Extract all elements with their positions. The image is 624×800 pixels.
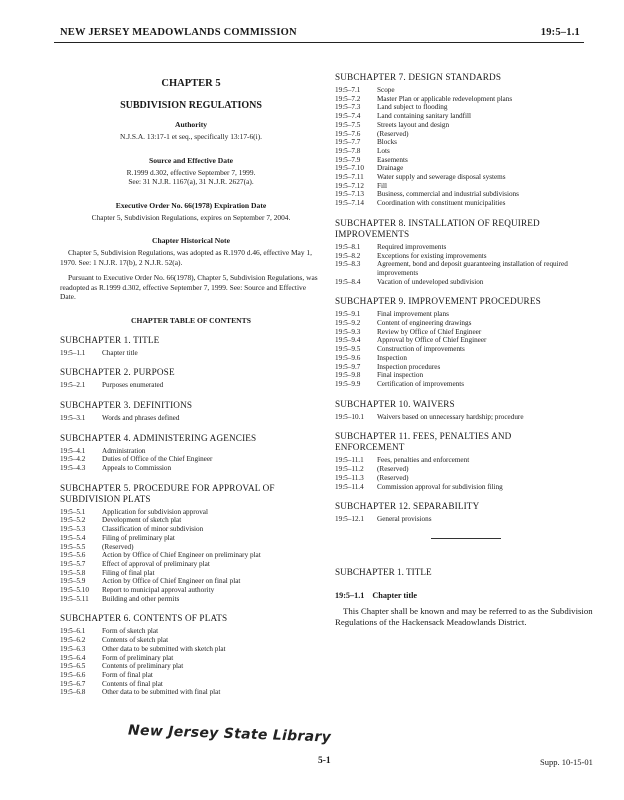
toc-subchapter xyxy=(60,433,322,473)
left-column xyxy=(60,66,322,697)
toc-entry[interactable] xyxy=(335,380,597,389)
toc-entry[interactable] xyxy=(335,456,597,465)
section-number: 19:5–10.1 xyxy=(335,412,364,421)
section-number: 19:5–9.8 xyxy=(335,371,361,380)
body-section-title: Chapter title xyxy=(372,590,418,600)
section-number: 19:5–7.9 xyxy=(335,155,361,164)
section-title: Scope xyxy=(377,86,395,94)
section-title: Final improvement plans xyxy=(377,310,449,319)
toc-entry[interactable] xyxy=(335,328,597,337)
body-paragraph: This Chapter shall be known and may be referred to as the Subdivision Regulations of the Hackensack Meadowlands District. xyxy=(335,605,593,627)
section-number: 19:5–7.8 xyxy=(335,146,361,155)
subchapter-heading: SUBCHAPTER 3. DEFINITIONS xyxy=(60,399,193,410)
toc-subchapter xyxy=(60,335,322,358)
toc-entry[interactable] xyxy=(335,121,597,130)
header-title: NEW JERSEY MEADOWLANDS COMMISSION xyxy=(60,27,297,38)
toc-entry[interactable] xyxy=(60,595,322,604)
section-number: 19:5–7.13 xyxy=(335,190,364,199)
toc-entry[interactable] xyxy=(60,534,322,543)
toc-entry[interactable] xyxy=(335,164,597,173)
section-title: Blocks xyxy=(377,138,397,147)
toc-entry[interactable] xyxy=(60,516,322,525)
toc-entry[interactable] xyxy=(60,671,322,680)
toc-entry[interactable] xyxy=(60,662,322,671)
toc-right-list xyxy=(335,72,597,524)
section-number: 19:5–7.11 xyxy=(335,173,364,182)
toc-entry[interactable] xyxy=(335,465,597,474)
toc-entry[interactable] xyxy=(60,414,322,423)
section-title: Final inspection xyxy=(377,371,424,380)
section-number: 19:5–7.2 xyxy=(335,94,361,103)
section-number: 19:5–11.1 xyxy=(335,456,364,465)
toc-entry[interactable] xyxy=(60,447,322,456)
toc-entry[interactable] xyxy=(60,349,322,358)
exec-order-text: Chapter 5, Subdivision Regulations, expires on September 7, 2004. xyxy=(91,212,291,222)
section-title: Review by Office of Chief Engineer xyxy=(377,327,482,336)
history-heading: Chapter Historical Note xyxy=(152,236,230,245)
section-number: 19:5–8.2 xyxy=(335,251,361,260)
toc-entry[interactable] xyxy=(60,525,322,534)
section-number: 19:5–5.11 xyxy=(60,594,89,603)
toc-entry[interactable] xyxy=(60,543,322,552)
body-subchapter-title: SUBCHAPTER 1. TITLE xyxy=(335,566,432,577)
section-title: Action by Office of Chief Engineer on preliminary plat xyxy=(102,551,261,560)
subchapter-heading: SUBCHAPTER 9. IMPROVEMENT PROCEDURES xyxy=(335,296,541,307)
body-section-number: 19:5–1.1 xyxy=(335,590,365,600)
section-title: Easements xyxy=(377,155,408,164)
toc-entry[interactable] xyxy=(335,354,597,363)
section-number: 19:5–6.8 xyxy=(60,688,86,697)
section-title: Building and other permits xyxy=(102,594,180,603)
section-list xyxy=(335,456,597,491)
section-number: 19:5–5.9 xyxy=(60,577,86,586)
section-number: 19:5–9.2 xyxy=(335,319,361,328)
section-number: 19:5–4.1 xyxy=(60,446,86,455)
section-number: 19:5–9.1 xyxy=(335,310,361,319)
section-number: 19:5–7.12 xyxy=(335,181,364,190)
section-title: Contents of sketch plat xyxy=(102,636,169,645)
section-title: Construction of improvements xyxy=(377,345,465,354)
section-title: Action by Office of Chief Engineer on final plat xyxy=(102,577,241,586)
section-list xyxy=(60,381,322,390)
section-number: 19:5–12.1 xyxy=(335,515,364,524)
subchapter-heading: SUBCHAPTER 4. ADMINISTERING AGENCIES xyxy=(60,432,257,443)
toc-entry[interactable] xyxy=(60,464,322,473)
section-list xyxy=(335,86,597,208)
section-title: Drainage xyxy=(377,164,404,173)
section-number: 19:5–3.1 xyxy=(60,413,86,422)
toc-entry[interactable] xyxy=(335,190,597,199)
toc-entry[interactable] xyxy=(335,156,597,165)
section-number: 19:5–9.4 xyxy=(335,336,361,345)
toc-subchapter xyxy=(335,501,597,524)
section-number: 19:5–6.7 xyxy=(60,679,86,688)
section-title: (Reserved) xyxy=(377,129,409,138)
toc-subchapter xyxy=(60,483,322,604)
section-number: 19:5–4.3 xyxy=(60,464,86,473)
running-header xyxy=(54,26,584,43)
section-number: 19:5–11.3 xyxy=(335,473,364,482)
toc-title: CHAPTER TABLE OF CONTENTS xyxy=(131,315,251,325)
toc-entry[interactable] xyxy=(60,577,322,586)
toc-entry[interactable] xyxy=(60,688,322,697)
section-title: Fees, penalties and enforcement xyxy=(377,456,470,465)
source-heading: Source and Effective Date xyxy=(148,155,233,165)
section-title: General provisions xyxy=(377,515,432,524)
toc-subchapter xyxy=(60,400,322,423)
section-title: Coordination with constituent municipalities xyxy=(377,199,506,208)
toc-entry[interactable] xyxy=(335,112,597,121)
section-number: 19:5–9.7 xyxy=(335,362,361,371)
section-title: Form of final plat xyxy=(102,670,153,679)
section-number: 19:5–5.5 xyxy=(60,542,86,551)
section-title: Exceptions for existing improvements xyxy=(377,251,487,260)
section-title: Required improvements xyxy=(377,242,447,251)
section-title: Approval by Office of Chief Engineer xyxy=(377,336,487,345)
toc-entry[interactable] xyxy=(60,680,322,689)
section-title: Development of sketch plat xyxy=(102,516,182,525)
toc-entry[interactable] xyxy=(335,483,597,492)
toc-subchapter xyxy=(335,399,597,422)
toc-entry[interactable] xyxy=(60,508,322,517)
toc-entry[interactable] xyxy=(335,336,597,345)
section-title: (Reserved) xyxy=(377,465,409,474)
section-number: 19:5–9.6 xyxy=(335,353,361,362)
section-number: 19:5–5.6 xyxy=(60,551,86,560)
section-title: Purposes enumerated xyxy=(102,381,164,390)
toc-subchapter xyxy=(335,218,597,287)
section-title: Administration xyxy=(102,446,146,455)
chapter-number: CHAPTER 5 xyxy=(161,78,221,89)
toc-entry[interactable] xyxy=(335,138,597,147)
section-title: Effect of approval of preliminary plat xyxy=(102,559,210,568)
section-title: Certification of improvements xyxy=(377,379,465,388)
toc-entry[interactable] xyxy=(60,560,322,569)
toc-entry[interactable] xyxy=(335,95,597,104)
toc-entry[interactable] xyxy=(335,243,597,252)
exec-order-heading: Executive Order No. 66(1978) Expiration Date xyxy=(115,200,267,210)
section-title: Fill xyxy=(377,181,387,190)
section-title: Chapter title xyxy=(102,348,138,357)
section-title: Waivers based on unnecessary hardship; procedure xyxy=(377,412,524,421)
section-title: Filing of final plat xyxy=(102,568,155,577)
section-divider xyxy=(431,538,501,539)
section-number: 19:5–5.4 xyxy=(60,533,86,542)
toc-entry[interactable] xyxy=(60,654,322,663)
subchapter-heading-cont: IMPROVEMENTS xyxy=(335,228,410,239)
body-section-heading xyxy=(335,591,597,600)
section-number: 19:5–2.1 xyxy=(60,381,86,390)
section-number: 19:5–7.7 xyxy=(335,138,361,147)
toc-entry[interactable] xyxy=(335,371,597,380)
subchapter-heading: SUBCHAPTER 5. PROCEDURE FOR APPROVAL OF xyxy=(60,482,275,493)
section-number: 19:5–4.2 xyxy=(60,455,86,464)
subchapter-heading: SUBCHAPTER 1. TITLE xyxy=(60,334,160,345)
section-title: Water supply and sewerage disposal systems xyxy=(377,173,506,182)
subchapter-heading-cont: ENFORCEMENT xyxy=(335,442,405,453)
section-number: 19:5–6.6 xyxy=(60,670,86,679)
section-title: Vacation of undeveloped subdivision xyxy=(377,277,484,286)
section-title: Classification of minor subdivision xyxy=(102,525,204,534)
section-title: Words and phrases defined xyxy=(102,413,180,422)
section-list xyxy=(335,310,597,388)
section-number: 19:5–6.4 xyxy=(60,653,86,662)
toc-entry[interactable] xyxy=(335,147,597,156)
subchapter-heading: SUBCHAPTER 11. FEES, PENALTIES AND xyxy=(335,431,512,442)
section-number: 19:5–5.7 xyxy=(60,559,86,568)
section-title: Duties of Office of the Chief Engineer xyxy=(102,455,213,464)
toc-subchapter xyxy=(60,613,322,697)
section-number: 19:5–7.14 xyxy=(335,199,364,208)
section-number: 19:5–9.9 xyxy=(335,379,361,388)
section-title: Inspection procedures xyxy=(377,362,441,371)
header-section: 19:5–1.1 xyxy=(540,27,580,38)
section-title: Lots xyxy=(377,146,390,155)
section-title: Other data to be submitted with sketch plat xyxy=(102,644,226,653)
section-title: Report to municipal approval authority xyxy=(102,586,215,595)
toc-entry[interactable] xyxy=(335,413,597,422)
section-title: Land containing sanitary landfill xyxy=(377,112,472,121)
section-number: 19:5–8.4 xyxy=(335,277,361,286)
section-number: 19:5–8.3 xyxy=(335,260,361,269)
toc-entry[interactable] xyxy=(335,515,597,524)
subchapter-heading: SUBCHAPTER 8. INSTALLATION OF REQUIRED xyxy=(335,217,540,228)
section-title: Streets layout and design xyxy=(377,120,450,129)
section-number: 19:5–5.1 xyxy=(60,507,86,516)
section-title: Master Plan or applicable redevelopment plans xyxy=(377,94,513,103)
subchapter-heading: SUBCHAPTER 7. DESIGN STANDARDS xyxy=(335,72,502,82)
section-list xyxy=(335,243,597,287)
section-number: 19:5–6.3 xyxy=(60,644,86,653)
page-number: 5-1 xyxy=(318,756,331,766)
toc-entry[interactable] xyxy=(60,551,322,560)
authority-heading: Authority xyxy=(174,120,208,129)
section-number: 19:5–8.1 xyxy=(335,242,361,251)
toc-left-list xyxy=(60,335,322,698)
subchapter-heading: SUBCHAPTER 10. WAIVERS xyxy=(335,398,455,409)
section-number: 19:5–6.5 xyxy=(60,662,86,671)
authority-text: N.J.S.A. 13:17-1 et seq., specifically 13:17-6(i). xyxy=(119,132,263,141)
section-title: Application for subdivision approval xyxy=(102,507,208,516)
chapter-title: SUBDIVISION REGULATIONS xyxy=(120,100,262,111)
toc-subchapter xyxy=(335,296,597,388)
subchapter-heading: SUBCHAPTER 12. SEPARABILITY xyxy=(335,501,480,512)
section-title: Agreement, bond and deposit guaranteeing installation of required improvements xyxy=(377,260,568,277)
toc-entry[interactable] xyxy=(335,278,597,287)
section-number: 19:5–7.4 xyxy=(335,112,361,121)
section-title: Form of sketch plat xyxy=(102,627,159,636)
toc-entry[interactable] xyxy=(335,260,597,277)
subchapter-heading-cont: SUBDIVISION PLATS xyxy=(60,493,151,504)
toc-entry[interactable] xyxy=(60,455,322,464)
section-number: 19:5–9.5 xyxy=(335,345,361,354)
toc-entry[interactable] xyxy=(335,363,597,372)
toc-entry[interactable] xyxy=(335,310,597,319)
section-number: 19:5–7.10 xyxy=(335,164,364,173)
history-text-2: Pursuant to Executive Order No. 66(1978), Chapter 5, Subdivision Regulations, was readopted as R.1999 d.302, effective September 7, 1999. See: Source and Effective Date. xyxy=(60,273,318,301)
toc-entry[interactable] xyxy=(60,645,322,654)
section-title: Form of preliminary plat xyxy=(102,653,174,662)
section-list xyxy=(60,349,322,358)
section-number: 19:5–9.3 xyxy=(335,327,361,336)
section-title: Filing of preliminary plat xyxy=(102,533,175,542)
supplement-date: Supp. 10-15-01 xyxy=(540,757,593,767)
section-number: 19:5–11.4 xyxy=(335,482,364,491)
toc-entry[interactable] xyxy=(335,173,597,182)
section-title: Inspection xyxy=(377,353,407,362)
section-number: 19:5–11.2 xyxy=(335,465,364,474)
section-title: Contents of final plat xyxy=(102,679,163,688)
section-list xyxy=(60,414,322,423)
section-title: (Reserved) xyxy=(102,542,134,551)
toc-subchapter xyxy=(335,72,597,208)
section-title: Appeals to Commission xyxy=(102,464,172,473)
section-title: Content of engineering drawings xyxy=(377,319,472,328)
toc-entry[interactable] xyxy=(335,199,597,208)
toc-entry[interactable] xyxy=(335,103,597,112)
toc-entry[interactable] xyxy=(335,252,597,261)
section-list xyxy=(60,447,322,473)
section-number: 19:5–5.3 xyxy=(60,525,86,534)
section-list xyxy=(335,515,597,524)
section-title: Contents of preliminary plat xyxy=(102,662,184,671)
toc-entry[interactable] xyxy=(60,569,322,578)
section-title: (Reserved) xyxy=(377,473,409,482)
toc-entry[interactable] xyxy=(60,636,322,645)
section-number: 19:5–6.2 xyxy=(60,636,86,645)
section-number: 19:5–7.3 xyxy=(335,103,361,112)
source-text-2: See: 31 N.J.R. 1167(a), 31 N.J.R. 2627(a). xyxy=(128,177,254,186)
history-text-1: Chapter 5, Subdivision Regulations, was adopted as R.1970 d.46, effective May 1, 1970. See: 1 N.J.R. 17(b), 2 N.J.R. 52(a). xyxy=(60,248,312,267)
toc-subchapter xyxy=(335,431,597,491)
section-title: Other data to be submitted with final plat xyxy=(102,688,221,697)
toc-entry[interactable] xyxy=(335,474,597,483)
section-title: Commission approval for subdivision filing xyxy=(377,482,503,491)
section-number: 19:5–7.6 xyxy=(335,129,361,138)
toc-entry[interactable] xyxy=(60,586,322,595)
toc-entry[interactable] xyxy=(335,86,597,95)
section-title: Business, commercial and industrial subdivisions xyxy=(377,190,519,199)
section-list xyxy=(335,413,597,422)
section-number: 19:5–7.5 xyxy=(335,120,361,129)
section-number: 19:5–1.1 xyxy=(60,348,86,357)
section-number: 19:5–5.2 xyxy=(60,516,86,525)
source-text-1: R.1999 d.302, effective September 7, 1999. xyxy=(126,167,256,177)
toc-entry[interactable] xyxy=(60,627,322,636)
toc-entry[interactable] xyxy=(60,381,322,390)
toc-entry[interactable] xyxy=(335,319,597,328)
section-number: 19:5–6.1 xyxy=(60,627,86,636)
toc-subchapter xyxy=(60,367,322,390)
toc-entry[interactable] xyxy=(335,345,597,354)
subchapter-heading: SUBCHAPTER 2. PURPOSE xyxy=(60,367,175,378)
section-number: 19:5–5.8 xyxy=(60,568,86,577)
toc-entry[interactable] xyxy=(335,130,597,139)
subchapter-heading: SUBCHAPTER 6. CONTENTS OF PLATS xyxy=(60,613,228,624)
section-list xyxy=(60,508,322,604)
section-title: Land subject to flooding xyxy=(377,103,448,112)
right-column xyxy=(335,72,597,628)
toc-entry[interactable] xyxy=(335,182,597,191)
library-stamp: New Jersey State Library xyxy=(127,722,332,746)
section-list xyxy=(60,627,322,697)
section-number: 19:5–5.10 xyxy=(60,586,89,595)
section-number: 19:5–7.1 xyxy=(335,86,361,94)
